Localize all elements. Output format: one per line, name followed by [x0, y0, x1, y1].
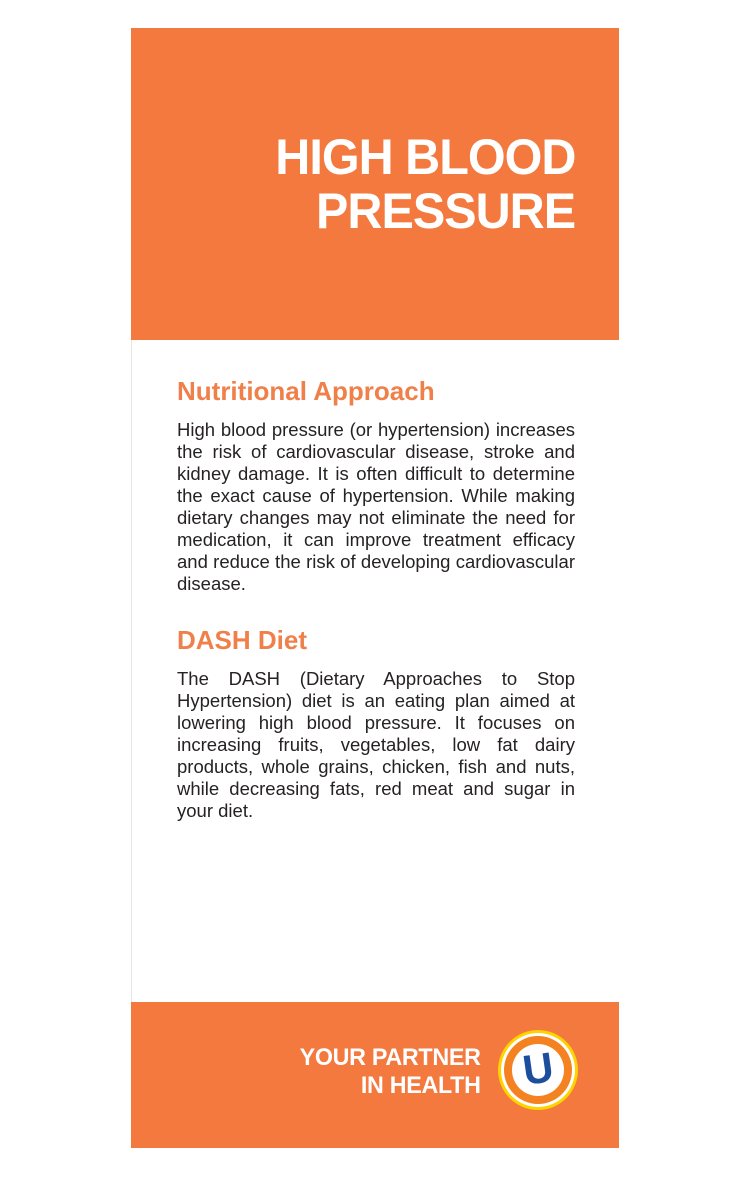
logo-center-circle [512, 1044, 564, 1096]
section-heading-dash-diet: DASH Diet [177, 625, 308, 655]
footer-tagline-line-2: IN HEALTH [361, 1072, 481, 1099]
logo-u-icon: U [519, 1042, 557, 1094]
footer-banner [131, 1002, 619, 1148]
header-banner [131, 28, 619, 340]
logo-white-ring [501, 1033, 575, 1107]
page-title-line-1: HIGH BLOOD [274, 129, 575, 185]
logo-orange-ring [504, 1036, 572, 1104]
body-section [131, 340, 619, 1002]
brochure-panel [131, 28, 619, 1148]
section-paragraph-dash-diet: The DASH (Dietary Approaches to Stop Hypertension) diet is an eating plan aimed at lowering high blood pressure. It focuses on increasing fruits, vegetables, low fat dairy products, whole grains, chicken, fish and nuts, while decreasing fats, red meat and sugar in your diet. [177, 668, 575, 821]
page-title-line-2: PRESSURE [315, 183, 575, 239]
section-paragraph-nutritional-approach: High blood pressure (or hypertension) increases the risk of cardiovascular disease, stroke and kidney damage. It is often difficult to determine the exact cause of hypertension. While making dietary changes may not eliminate the need for medication, it can improve treatment efficacy and reduce the risk of developing cardiovascular disease. [177, 419, 575, 594]
brand-logo [498, 1030, 578, 1110]
footer-tagline [300, 1044, 481, 1100]
footer-tagline-line-1: YOUR PARTNER [299, 1044, 481, 1071]
section-heading-nutritional-approach: Nutritional Approach [177, 376, 435, 406]
